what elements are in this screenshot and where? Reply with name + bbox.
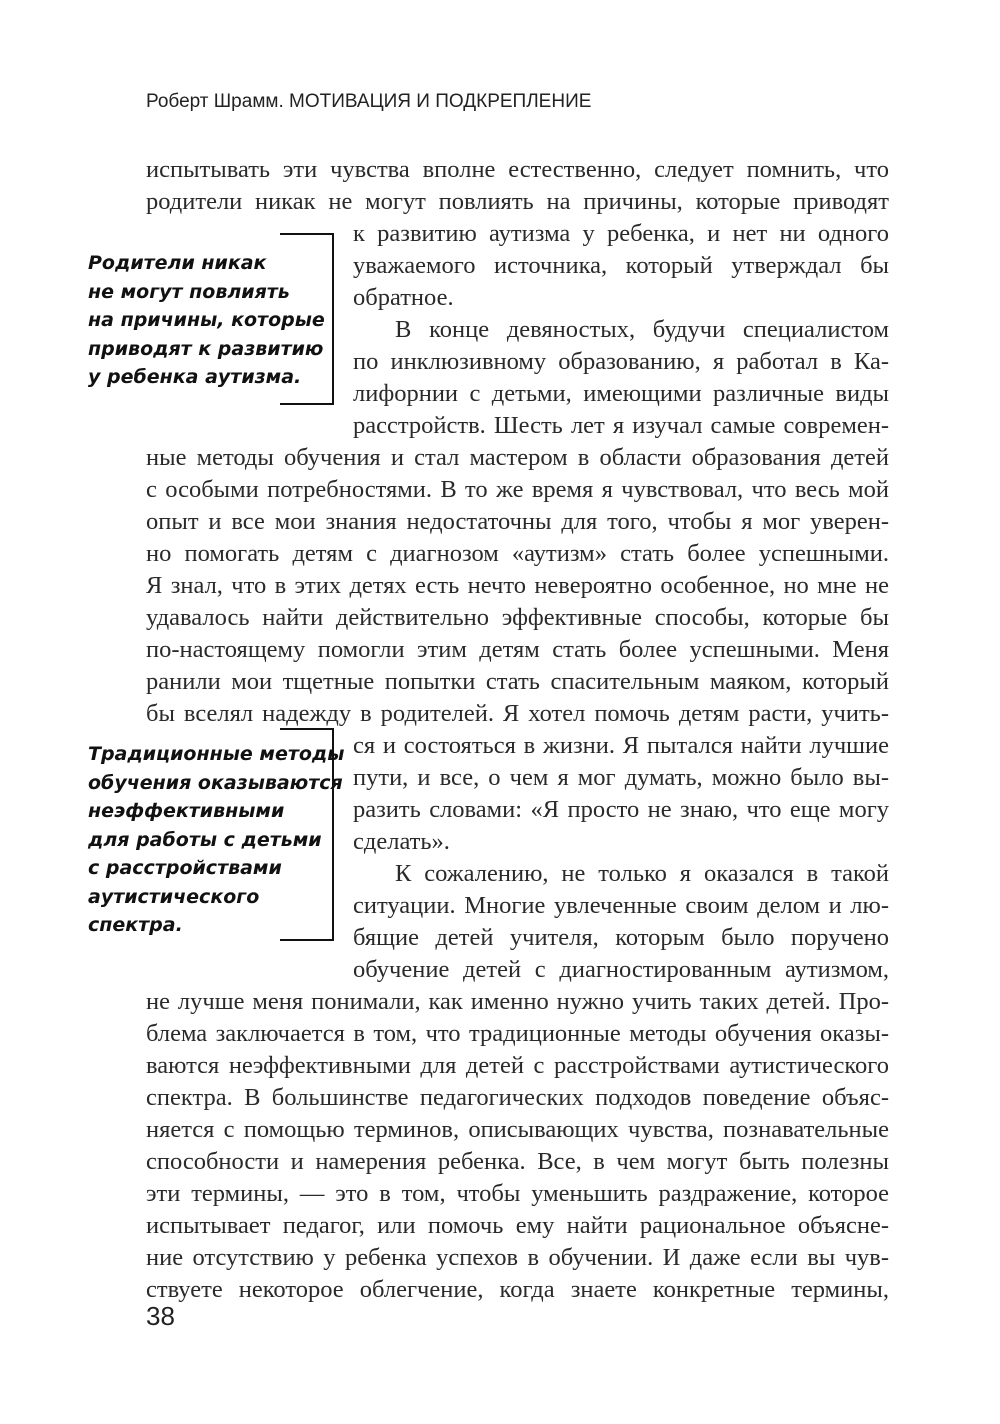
body-line: ся и состояться в жизни. Я пытался найти лучшие — [353, 732, 889, 759]
body-line: К сожалению, не только я оказался в такой — [395, 860, 889, 887]
body-line: не лучше меня понимали, как именно нужно учить таких детей. Про- — [146, 988, 889, 1015]
pullquote-line: Родители никак — [88, 252, 267, 274]
body-line: блема заключается в том, что традиционные методы обучения оказы- — [146, 1020, 889, 1047]
body-line: В конце девяностых, будучи специалистом — [395, 316, 889, 343]
body-line: родители никак не могут повлиять на причины, которые приводят — [146, 188, 889, 215]
body-line: обучение детей с диагностированным аутизмом, — [353, 956, 889, 983]
pullquote-line: для работы с детьми — [88, 828, 322, 851]
pullquote-2 — [88, 740, 344, 940]
body-line: лифорнии с детьми, имеющими различные виды — [353, 380, 889, 407]
body-line: ствуете некоторое облегчение, когда знаете конкретные термины, — [146, 1276, 889, 1303]
body-line: уважаемого источника, который утверждал бы — [353, 252, 889, 279]
page-number: 38 — [146, 1301, 175, 1331]
pullquote-line: приводят к развитию — [88, 337, 324, 360]
pullquote-line: не могут повлиять — [88, 280, 290, 303]
body-line: но помогать детям с диагнозом «аутизм» стать более успешными. — [146, 540, 889, 567]
body-line: сделать». — [353, 828, 450, 855]
body-line: эти термины, — это в том, чтобы уменьшить раздражение, которое — [146, 1180, 889, 1207]
header-author: Роберт Шрамм. — [146, 91, 290, 112]
body-line: спектра. В большинстве педагогических подходов поведение объяс- — [146, 1084, 889, 1111]
body-line: способности и намерения ребенка. Все, в чем могут быть полезны — [146, 1148, 889, 1175]
body-line: ранили мои тщетные попытки стать спасительным маяком, который — [146, 668, 889, 695]
pullquote-line: неэффективными — [88, 800, 285, 822]
body-line: испытывать эти чувства вполне естественно, следует помнить, что — [146, 156, 889, 183]
body-line: расстройств. Шесть лет я изучал самые современ- — [353, 412, 889, 439]
body-line: бящие детей учителя, которым было поручено — [353, 924, 889, 951]
body-line: опыт и все мои знания недостаточны для того, чтобы я мог уверен- — [146, 508, 889, 535]
body-line: к развитию аутизма у ребенка, и нет ни одного — [353, 220, 889, 247]
body-line: по инклюзивному образованию, я работал в Ка- — [353, 348, 889, 375]
pullquote-line: аутистического — [88, 885, 260, 908]
header-title: МОТИВАЦИЯ И ПОДКРЕПЛЕНИЕ — [289, 91, 592, 112]
body-line: ваются неэффективными для детей с расстройствами аутистического — [146, 1052, 889, 1079]
pullquote-line: Традиционные методы — [88, 743, 345, 765]
pullquote-line: на причины, которые — [88, 309, 325, 331]
body-line: няется с помощью терминов, описывающих чувства, познавательные — [146, 1116, 889, 1143]
pullquote-line: обучения оказываются — [88, 771, 343, 794]
body-line: бы вселял надежду в родителей. Я хотел помочь детям расти, учить- — [146, 700, 889, 727]
body-line: обратное. — [353, 284, 454, 311]
body-line: с особыми потребностями. В то же время я чувствовал, что весь мой — [146, 476, 889, 503]
body-line: ние отсутствию у ребенка успехов в обучении. И даже если вы чув- — [146, 1244, 889, 1271]
pullquote-line: спектра. — [88, 914, 183, 936]
body-line: испытывает педагог, или помочь ему найти рациональное объясне- — [146, 1212, 889, 1239]
pullquote-line: с расстройствами — [88, 857, 282, 879]
body-line: разить словами: «Я просто не знаю, что еще могу — [353, 796, 889, 823]
body-line: по-настоящему помогли этим детям стать более успешными. Меня — [146, 636, 889, 663]
running-header — [146, 91, 591, 113]
body-line: удавалось найти действительно эффективные способы, которые бы — [146, 604, 889, 631]
body-line: ные методы обучения и стал мастером в области образования детей — [146, 444, 889, 471]
body-line: ситуации. Многие увлеченные своим делом и лю- — [353, 892, 889, 919]
body-line: Я знал, что в этих детях есть нечто невероятно особенное, но мне не — [146, 572, 889, 599]
pullquote-line: у ребенка аутизма. — [88, 366, 302, 388]
pullquote-1 — [88, 249, 325, 392]
body-line: пути, и все, о чем я мог думать, можно было вы- — [353, 764, 889, 791]
